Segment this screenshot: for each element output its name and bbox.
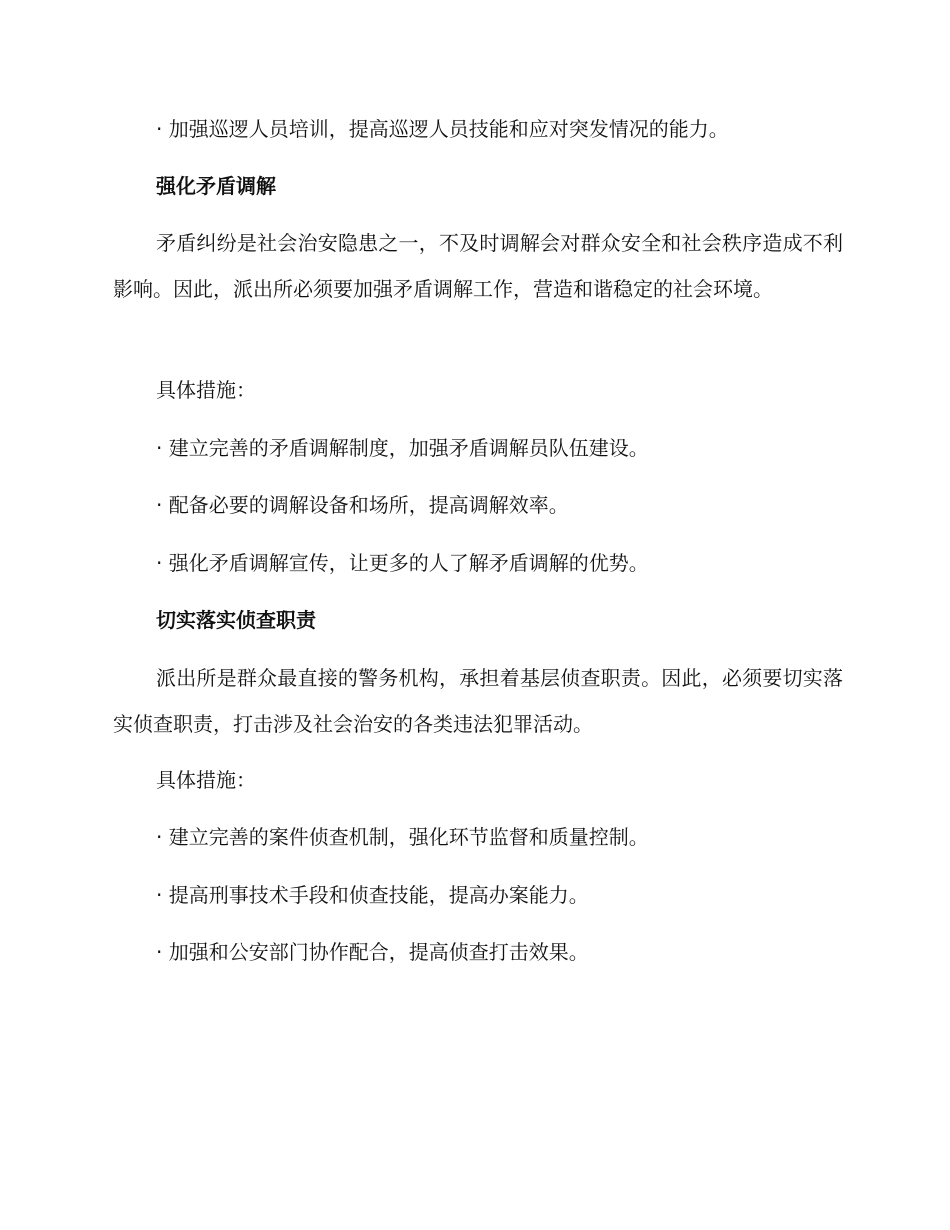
section-heading: 强化矛盾调解 [156,174,276,198]
measures-label: 具体措施： [156,378,256,402]
bullet-item: · 强化矛盾调解宣传，让更多的人了解矛盾调解的优势。 [156,551,649,575]
bullet-item: · 建立完善的矛盾调解制度，加强矛盾调解员队伍建设。 [156,436,649,460]
section-paragraph: 矛盾纠纷是社会治安隐患之一，不及时调解会对群众安全和社会秩序造成不利影响。因此，派出所必须要加强矛盾调解工作，营造和谐稳定的社会环境。 [113,231,843,301]
bullet-item: · 加强巡逻人员培训，提高巡逻人员技能和应对突发情况的能力。 [156,117,729,141]
section-paragraph: 派出所是群众最直接的警务机构，承担着基层侦查职责。因此，必须要切实落实侦查职责，打击涉及社会治安的各类违法犯罪活动。 [113,666,843,736]
bullet-item: · 提高刑事技术手段和侦查技能，提高办案能力。 [156,883,589,907]
bullet-item: · 加强和公安部门协作配合，提高侦查打击效果。 [156,940,589,964]
bullet-item: · 建立完善的案件侦查机制，强化环节监督和质量控制。 [156,825,649,849]
section-heading: 切实落实侦查职责 [156,608,316,632]
bullet-item: · 配备必要的调解设备和场所，提高调解效率。 [156,493,569,517]
measures-label: 具体措施： [156,768,256,792]
